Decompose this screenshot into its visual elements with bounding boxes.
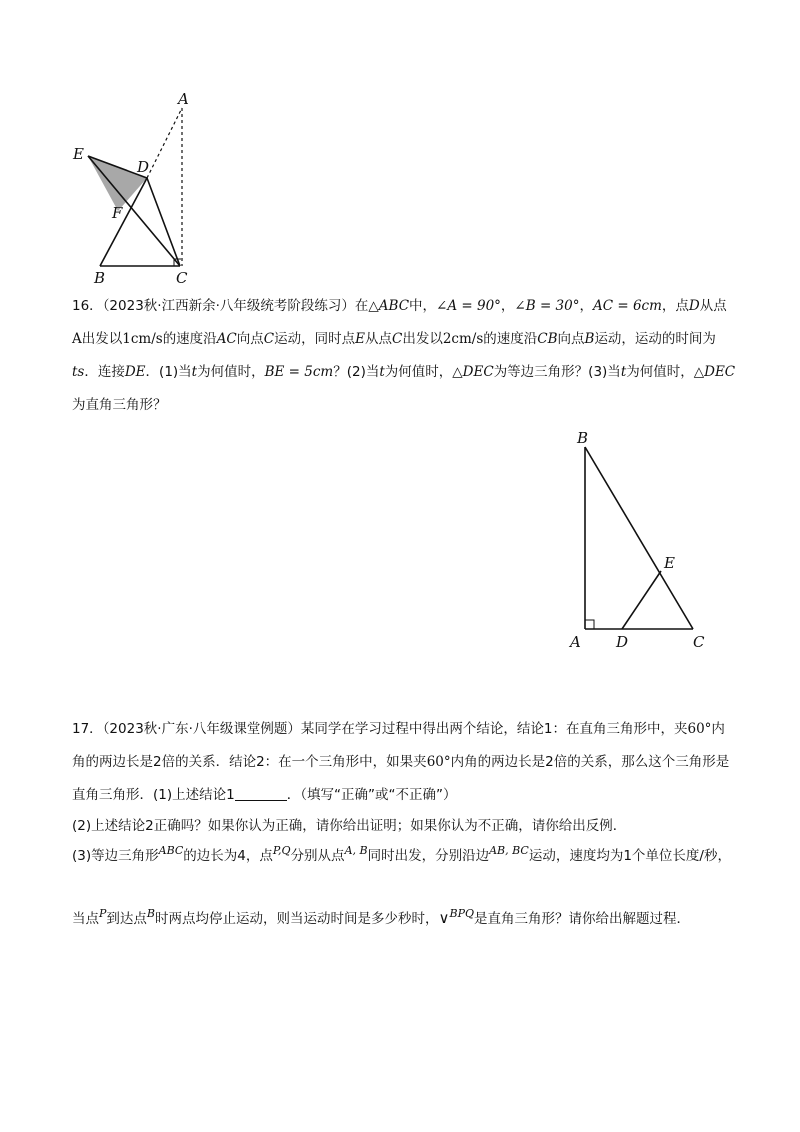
q17-math: BPQ [449,907,474,920]
q17-math: ∨ [438,909,450,927]
label-e: E [664,554,675,572]
segment-de [622,571,661,629]
q17-math: P,Q [272,844,291,857]
q16-text: 的速度沿 [483,331,538,347]
q16-math: △ABC [368,298,410,314]
q17-source: （2023秋·广东·八年级课堂例题） [102,721,301,737]
dashed-da [147,108,182,178]
q16-text: 为直角三角形？ [72,397,167,413]
q17-text: 内角的两边长是2倍的关系，那么这个三角形是直角三角形．(1)上述结论1 [72,754,730,803]
q17-math: B [146,907,155,920]
q16-math: 1cm/s [122,331,163,347]
q16-source: （2023秋·江西新余·八年级统考阶段练习） [102,298,355,314]
label-a: A [570,633,581,651]
q16-text: 为何值时， [626,364,694,380]
q16-text: 从点 [364,331,392,347]
q17-number: 17． [72,721,103,737]
q16-math: ∠B = 30° [514,298,580,314]
q16-math: DE [124,364,146,380]
q16-math: ts [72,364,85,380]
answer-blank[interactable] [235,786,287,801]
q17-text: (2)上述结论2正确吗？如果你认为正确，请你给出证明；如果你认为不正确，请你给出反例． [72,818,627,834]
label-d: D [616,633,629,651]
q16-text: 运动，运动的时间为 [594,331,716,347]
label-e: E [73,145,84,163]
q16-text: ， [579,298,593,314]
q17-text: 运动，速度均为1个单位长度/秒，当点 [72,848,731,927]
q16-math: B [584,331,595,347]
q16-math: AC [216,331,237,347]
q17-math: P [99,907,107,920]
q16-math: t [620,364,627,380]
q16-text: 从点 [699,298,727,314]
label-b: B [94,269,106,287]
label-c: C [176,269,188,287]
q16-text: ？(2)当 [333,364,380,380]
q17-math: AB, BC [489,844,529,857]
q16-text: ．连接 [84,364,125,380]
q16-text: ， [500,298,515,314]
q16-math: t [191,364,198,380]
q16-text: 为何值时， [197,364,265,380]
q17-text: 是直角三角形？请你给出解题过程． [474,911,690,927]
figure-15-svg [60,90,220,290]
q16-math: △DEC [452,364,494,380]
q17-text: 某同学在学习过程中得出两个结论，结论1：在直角三角形中，夹 [300,721,688,737]
q17-text: ．（填写“正确”或“不正确”） [286,787,457,803]
figure-15 [60,90,220,290]
q17-math: 60° [426,754,451,770]
q17-text: 的边长为4，点 [183,848,273,864]
q17-math: ABC [158,844,184,857]
q17-text: (3)等边三角形 [72,848,159,864]
question-17-part-3 [72,822,736,948]
q17-math: 60° [687,721,712,737]
q16-math: CB [537,331,558,347]
q16-math: ∠A = 90° [436,298,501,314]
q16-text: 为等边三角形？(3)当 [493,364,621,380]
q16-math: C [263,331,275,347]
segment-bc [585,447,693,629]
q16-math: A [72,331,82,347]
q16-math: 2cm/s [442,331,484,347]
q16-math: AC = 6cm [592,298,662,314]
segment-dc [147,178,180,266]
q16-text: 的速度沿 [162,331,217,347]
q17-text: 内角的两边长是2倍的关系．结论2：在一个三角形中，如果夹 [72,721,725,770]
q16-text: 出发以 [402,331,443,347]
q16-math: △DEC [693,364,736,380]
figure-16 [560,425,720,655]
q16-math: D [688,298,700,314]
q16-text: 为何值时， [384,364,453,380]
label-c: C [693,633,705,651]
q17-text: 时两点均停止运动，则当运动时间是多少秒时， [155,911,439,927]
question-17 [72,713,736,812]
label-f: F [112,204,123,222]
q17-math: A, B [344,844,368,857]
q17-text: 到达点 [106,911,147,927]
q16-number: 16． [72,298,103,314]
q17-text: 同时出发，分别沿边 [367,848,490,864]
q16-text: 出发以 [81,331,123,347]
q16-text: 向点 [236,331,264,347]
figure-16-svg [560,425,720,655]
q16-math: E [355,331,365,347]
q16-math: C [391,331,403,347]
q16-text: ，点 [661,298,689,314]
q16-math: BE = 5cm [264,364,334,380]
q16-text: 中， [409,298,437,314]
label-b: B [577,429,589,447]
label-d: D [137,158,150,176]
question-16 [72,290,736,422]
q16-math: t [379,364,385,380]
right-angle-mark [585,620,594,629]
q17-text: 分别从点 [290,848,345,864]
q16-text: 运动，同时点 [274,331,356,347]
q16-text: ．(1)当 [145,364,192,380]
label-a: A [178,90,189,108]
q16-text: 在 [354,298,369,314]
q16-text: 向点 [557,331,585,347]
